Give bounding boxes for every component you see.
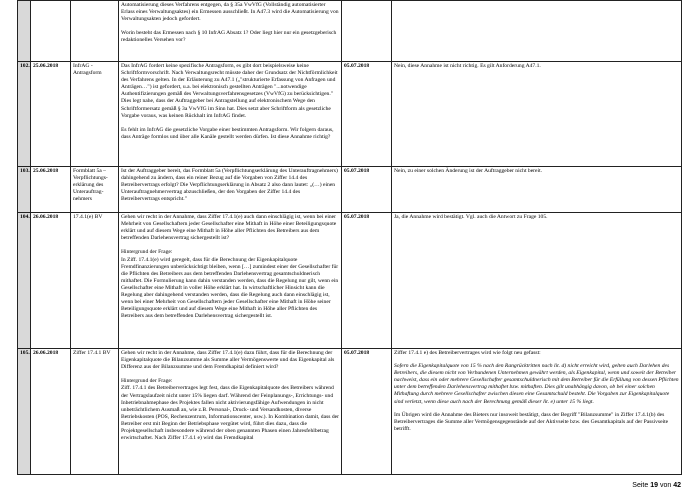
row-date: 25.06.2018 (31, 62, 71, 167)
footer-page-total: 42 (673, 482, 681, 489)
row-answer-date: 05.07.2018 (342, 167, 392, 213)
table-row (18, 1, 682, 62)
table-row (18, 349, 682, 475)
row-topic: Formblatt 5a – Verpflichtungs-erklärung des Unterauftrag-nehmers (71, 167, 119, 213)
row-answer-date: 05.07.2018 (342, 349, 392, 475)
table-row (18, 167, 682, 213)
table-row (18, 62, 682, 167)
qa-table (17, 0, 682, 475)
answer-paragraph: Ja, die Annahme wird bestätigt. Vgl. auch die Antwort zu Frage 105. (394, 214, 548, 220)
row-date: 25.06.2018 (31, 167, 71, 213)
row-number: 102. (18, 62, 31, 167)
page-footer (632, 482, 681, 489)
footer-page-number: 19 (650, 482, 658, 489)
row-question: Das InfrAG fordert keine spezifische Antragsform, es gibt dort beispielsweise keine Schriftformvorschrift. Nach Verwaltungsrecht müsste daher der Grundsatz der Nichtförmlichkeit des Verfahrens gelten. In der Erläuterung zu A47.1 („"strukturierte Erfassung von Anfragen und Anträgen…") ist gefordert, u.a. bei elektronisch gestellten Anträgen "...notwendige Authentifizierungen gemäß des Verwaltungsverfahrensgesetzes (VwVfG) zu berücksichtigen." Dies legt nahe, dass der Auftraggeber bei Antragstellung auf elektronischem Wege den Schriftformersatz gemäß § 3a VwVfG im Sinn hat. Dies setzt aber Schriftform als gesetzliche Vorgabe voraus, was keinen Rückhalt im InfrAG findet. Es fehlt im InfrAG die gesetzliche Vorgabe einer bestimmten Antragsform. Wir folgern daraus, dass Anträge formlos und über alle Kanäle gestellt werden dürfen. Ist diese Annahme richtig? (119, 62, 342, 167)
row-answer-date: 05.07.2018 (342, 62, 392, 167)
row-answer (392, 349, 682, 475)
row-answer (392, 1, 682, 62)
row-date (31, 1, 71, 62)
row-answer (392, 213, 682, 349)
row-topic: InfrAG - Antragsform (71, 62, 119, 167)
row-question: Ist der Auftraggeber bereit, das Formblatt 5a (Verpflichtungserklärung des Unterauftragnehmers) dahingehend zu ändern, dass ein reiner Bezug auf die Vorgaben von Ziffer 14.4 des Betreibervertrags erfolgt? Die Verpflichtungserklärung in Absatz 2 also dann lautet: „(…) einen Unterauftragnehmervertrag abzuschließen, der den Vorgaben der Ziffer 14.4 des Betreibervertrags entspricht." (119, 167, 342, 213)
row-answer-date: 05.07.2018 (342, 213, 392, 349)
row-number: 103. (18, 167, 31, 213)
row-number: 104. (18, 213, 31, 349)
row-answer (392, 62, 682, 167)
row-date: 26.06.2018 (31, 213, 71, 349)
answer-paragraph: Sofern die Eigenkapitalquote von 15 % nach den Rangrücktritten nach lit. d) nicht erreicht wird, gelten auch Darlehen des Betreibers, die diesem nicht von Verbundenen Unternehmen gewährt werden, als Eigenkapital, wenn und soweit der Betreiber nachweist, dass ein oder mehrere Gesellschafter gesamtschuldnerisch mit dem Betreiber für die Erfüllung von dessen Pflichten unter dem betreffenden Darlehensvertrag mithaftet bzw. mithaften. Dies gilt unabhängig davon, ob bei einer solchen Mithaftung durch mehrere Gesellschafter zwischen diesen eine Gesamtschuld besteht. Die Vorgaben zur Eigenkapitalquote sind verletzt, wenn diese auch nach der Berechnung gemäß dieser lit. e) unter 15 % liegt. (394, 363, 679, 405)
footer-middle: von (659, 482, 672, 489)
answer-paragraph: Ziffer 17.4.1 e) des Betreibervertrages wird wie folgt neu gefasst: (394, 350, 541, 356)
row-question: Automatisierung dieses Verfahrens entgegen, da § 35a VwVfG (Vollständig automatisierter Erlass eines Verwaltungsaktes) ein Ermessen ausschließt. In A47.3 wird die Automatisierung von Verwaltungsakten jedoch gefordert. Worin besteht das Ermessen nach § 10 InfrAG Absatz 1? Oder liegt hier nur ein gesetzgeberisch redaktionelles Versehen vor? (119, 1, 342, 62)
row-question: Gehen wir recht in der Annahme, dass Ziffer 17.4.1(e) auch dann einschlägig ist, wenn bei einer Mehrheit von Gesellschaftern jeder Gesellschafter eine Mithaft in Höhe einer Beteiligungsquote erklärt und auf diesem Wege eine Mithaft in Höhe aller Pflichten des Betreibers aus dem betreffenden Darlehensvertrag sichergestellt ist? Hintergrund der Frage: In Ziff. 17.4.1(e) wird geregelt, dass für die Berechnung der Eigenkapitalquote Fremdfinanzierungen unberücksichtigt bleiben, wenn […] zumindest einer der Gesellschafter für die Pflichten des Betreibers aus dem betreffenden Darlehensvertrag gesamtschuldnerisch mithaftet. Die Formulierung kann dahin verstanden werden, dass die Regelung nur gilt, wenn ein Gesellschafter eine Mithaft in voller Höhe erklärt hat. In wirtschaftlicher Hinsicht kann die Regelung aber dahingehend verstanden werden, dass die Regelung auch dann einschlägig ist, wenn bei einer Mehrheit von Gesellschaftern jeder Gesellschafter eine Mithaft in Höhe seiner Beteiligungsquote erklärt und auf diesem Wege eine Mithaft in Höhe aller Pflichten des Betreibers aus dem betreffenden Darlehensvertrag sichergestellt ist. (119, 213, 342, 349)
row-number (18, 1, 31, 62)
row-topic: 17.4.1(e) BV (71, 213, 119, 349)
row-number: 105. (18, 349, 31, 475)
row-question: Gehen wir recht in der Annahme, dass Ziffer 17.4.1(e) dazu führt, dass für die Berechnung der Eigenkapitalquote die Bilanzsumme als Summe aller Vermögenswerte und das Eigenkapital als Differenz aus der Bilanzsumme und dem Fremdkapital definiert wird? Hintergrund der Frage: Ziff. 17.4.1 des Betreibervertrages legt fest, dass die Eigenkapitalquote des Betreibers während der Vertragslaufzeit nicht unter 15% liegen darf. Während der Feinplanungs-, Errichtungs- und Inbetriebnahmephase des Projektes fallen nicht aktivierungsfähige Aufwendungen in nicht unbeträchtlichem Ausmaß an, wie z.B. Personal-, Druck- und Versandkosten, diverse Betriebskosten (POS, Rechenzentrum, Informationscenter, usw.). In Kombination damit, dass der Betreiber erst mit Beginn der Betriebsphase vergütet wird, führt dies dazu, dass die Projektgesellschaft insbesondere während der oben genannten Phasen einen Jahresfehlbetrag erwirtschaftet. Nach Ziffer 17.4.1 e) wird das Fremdkapital (119, 349, 342, 475)
answer-paragraph: Nein, zu einer solchen Änderung ist der Auftraggeber nicht bereit. (394, 168, 543, 174)
row-topic (71, 1, 119, 62)
row-answer-date (342, 1, 392, 62)
row-answer (392, 167, 682, 213)
answer-paragraph: Im Übrigen wird die Annahme des Bieters nur insoweit bestätigt, dass der Begriff "Bilanzsumme" in Ziffer 17.4.1(b) des Betreibervertrages die Summe aller Vermögensgegenstände auf der Aktivseite bzw. des Gesamtkapitals auf der Passivseite betrifft. (394, 411, 669, 432)
answer-paragraph: Nein, diese Annahme ist nicht richtig. Es gilt Anforderung A47.1. (394, 63, 541, 69)
footer-prefix: Seite (632, 482, 649, 489)
row-date: 26.06.2018 (31, 349, 71, 475)
table-row (18, 213, 682, 349)
row-topic: Ziffer 17.4.1 BV (71, 349, 119, 475)
